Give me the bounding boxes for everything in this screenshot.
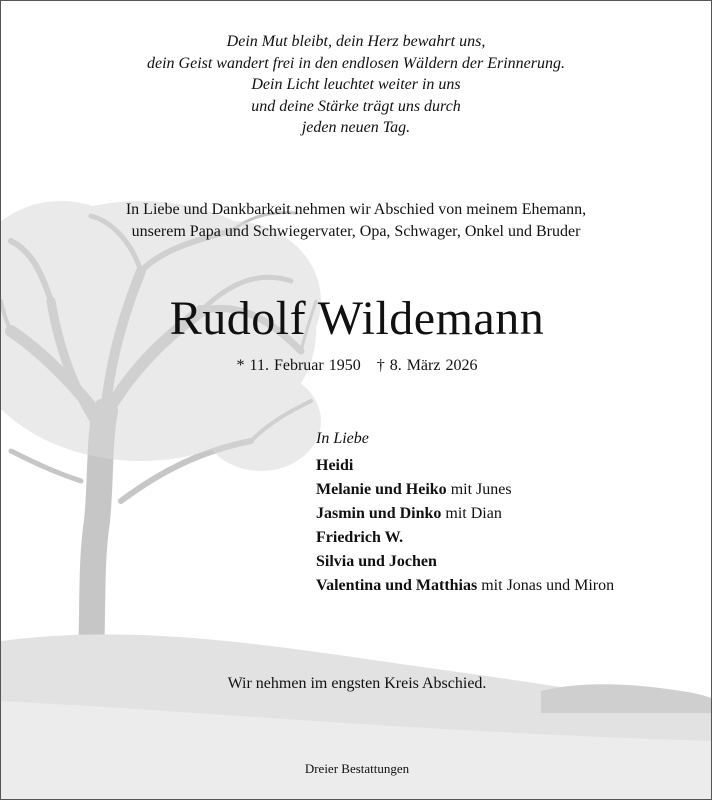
family-member — [316, 454, 706, 478]
member-names: Heidi — [316, 457, 354, 474]
birth-date: * 11. Februar 1950 — [236, 357, 361, 374]
life-dates — [1, 357, 712, 375]
family-list — [316, 427, 706, 598]
poem-line: und deine Stärke trägt uns durch — [251, 97, 461, 115]
deceased-name: Rudolf Wildemann — [169, 292, 545, 345]
member-with: mit Junes — [450, 481, 512, 498]
family-member — [316, 550, 706, 574]
family-member — [316, 526, 706, 550]
death-date: † 8. März 2026 — [376, 357, 478, 374]
farewell-note: Wir nehmen im engsten Kreis Abschied. — [227, 675, 487, 692]
member-with: mit Jonas und Miron — [481, 577, 615, 594]
poem-line: dein Geist wandert frei in den endlosen Wäldern der Erinnerung. — [146, 54, 565, 72]
family-lead: In Liebe — [316, 430, 369, 447]
member-names: Jasmin und Dinko — [316, 505, 442, 522]
family-member — [316, 574, 706, 598]
member-names: Silvia und Jochen — [316, 553, 437, 570]
intro-line: In Liebe und Dankbarkeit nehmen wir Abschied von meinem Ehemann, — [125, 201, 587, 218]
member-names: Friedrich W. — [316, 529, 404, 546]
poem-line: Dein Mut bleibt, dein Herz bewahrt uns, — [226, 33, 486, 50]
poem-line: jeden neuen Tag. — [301, 119, 411, 136]
member-names: Melanie und Heiko — [316, 481, 447, 498]
family-member — [316, 502, 706, 526]
member-names: Valentina und Matthias — [316, 577, 478, 594]
undertaker-name: Dreier Bestattungen — [304, 761, 410, 776]
family-member — [316, 478, 706, 502]
member-with: mit Dian — [445, 505, 502, 522]
intro-text — [1, 199, 711, 242]
intro-line: unserem Papa und Schwiegervater, Opa, Schwager, Onkel und Bruder — [131, 222, 581, 240]
poem-line: Dein Licht leuchtet weiter in uns — [251, 76, 461, 93]
poem — [1, 31, 711, 139]
